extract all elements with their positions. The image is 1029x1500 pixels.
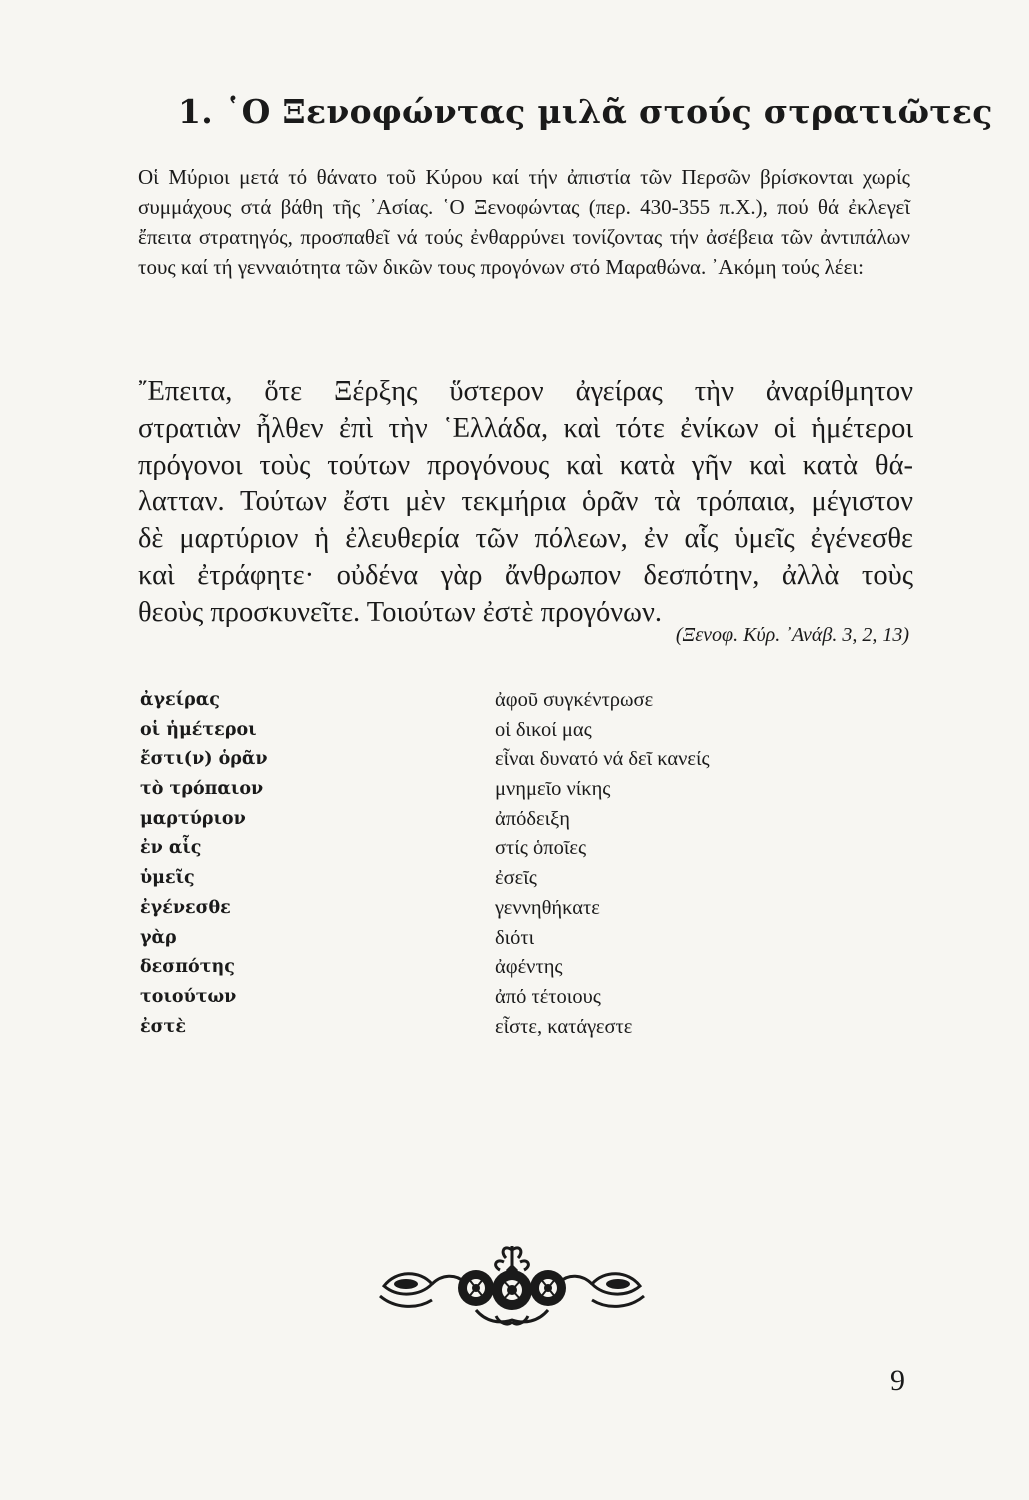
ancient-greek-passage xyxy=(138,374,913,632)
glossary-definition: μνημεῖο νίκης xyxy=(495,778,611,801)
glossary-definition: ἀπόδειξη xyxy=(495,807,570,830)
glossary-definition: ἀφέντης xyxy=(495,956,563,979)
passage-line: θεοὺς προσκυνεῖτε. Τοιούτων ἐστὲ προγόνων. xyxy=(138,596,662,628)
glossary-row xyxy=(140,894,840,924)
passage-line: ῎Επειτα, ὅτε Ξέρξης ὕστερον ἀγείρας τὴν ἀναρίθμητον xyxy=(138,376,913,407)
glossary-row xyxy=(140,864,840,894)
passage-line: καὶ ἐτράφητε· οὐδένα γὰρ ἄνθρωπον δεσπότην, ἀλλὰ τοὺς xyxy=(138,559,913,591)
passage-line: λατταν. Τούτων ἔστι μὲν τεκμήρια ὁρᾶν τὰ τρόπαια, μέγιστον xyxy=(138,486,913,518)
glossary-definition: ἀπό τέτοιους xyxy=(495,985,601,1008)
source-citation: (Ξενοφ. Κύρ. ᾿Ανάβ. 3, 2, 13) xyxy=(675,624,909,646)
glossary-row xyxy=(140,716,840,746)
glossary-definition: οἱ δικοί μας xyxy=(495,718,592,741)
page-number: 9 xyxy=(890,1364,905,1397)
glossary-term: ἐστὲ xyxy=(140,1016,186,1037)
glossary-term: ἔστι(ν) ὁρᾶν xyxy=(140,749,268,770)
section-number: 1. xyxy=(178,92,214,131)
glossary-row xyxy=(140,924,840,954)
glossary-term: ἐν αἷς xyxy=(140,838,202,859)
floral-vignette-icon xyxy=(376,1240,648,1326)
glossary-definition: στίς ὁποῖες xyxy=(495,837,587,860)
glossary-term: ἀγείρας xyxy=(140,690,220,710)
passage-line: πρόγονοι τοὺς τούτων προγόνους καὶ κατὰ γῆν καὶ κατὰ θά- xyxy=(138,449,913,481)
page-title xyxy=(178,92,993,131)
passage-line: στρατιὰν ἦλθεν ἐπὶ τὴν ῾Ελλάδα, καὶ τότε ἐνίκων οἱ ἡμέτεροι xyxy=(138,412,913,444)
section-title: ῾Ο Ξενοφώντας μιλᾶ στούς στρατιῶτες xyxy=(224,92,993,131)
glossary-term: ἐγένεσθε xyxy=(140,897,231,918)
glossary-definition: εἶστε, κατάγεστε xyxy=(495,1015,633,1038)
glossary-definition: γεννηθήκατε xyxy=(495,896,600,919)
glossary-row xyxy=(140,953,840,983)
glossary-term: γὰρ xyxy=(140,927,177,948)
glossary-definition: διότι xyxy=(495,926,535,949)
glossary-term: μαρτύριον xyxy=(140,808,246,829)
glossary-row xyxy=(140,1013,840,1043)
glossary-term: τοιούτων xyxy=(140,986,237,1007)
glossary-list xyxy=(140,686,840,1042)
glossary-row xyxy=(140,983,840,1013)
passage-line: δὲ μαρτύριον ἡ ἐλευθερία τῶν πόλεων, ἐν αἷς ὑμεῖς ἐγένεσθε xyxy=(138,523,913,555)
glossary-definition: ἀφοῦ συγκέντρωσε xyxy=(495,689,654,711)
glossary-row xyxy=(140,834,840,864)
intro-text: Οἱ Μύριοι μετά τό θάνατο τοῦ Κύρου καί τήν ἀπιστία τῶν Περσῶν βρίσκονται χωρίς συμμάχους στά βάθη τῆς ᾿Ασίας. ῾Ο Ξενοφώντας (περ. 430-355 π.Χ.), πού θά ἐκλεγεῖ ἔπειτα στρατηγός, προσπαθεῖ νά τούς ἐνθαρρύνει τονίζοντας τήν ἀσέβεια τῶν ἀντιπάλων τους καί τή γενναιότητα τῶν δικῶν τους προγόνων στό Μαραθώνα. ᾿Ακόμη τούς λέει: xyxy=(138,165,910,279)
glossary-definition: ἐσεῖς xyxy=(495,867,537,890)
glossary-term: τὸ τρόπαιον xyxy=(140,779,264,800)
glossary-term: δεσπότης xyxy=(140,957,235,978)
glossary-row xyxy=(140,745,840,775)
glossary-row xyxy=(140,805,840,835)
glossary-term: οἱ ἡμέτεροι xyxy=(140,719,257,740)
glossary-row xyxy=(140,775,840,805)
glossary-definition: εἶναι δυνατό νά δεῖ κανείς xyxy=(495,748,710,771)
glossary-term: ὑμεῖς xyxy=(140,868,195,889)
intro-paragraph xyxy=(138,162,910,282)
glossary-row xyxy=(140,686,840,716)
